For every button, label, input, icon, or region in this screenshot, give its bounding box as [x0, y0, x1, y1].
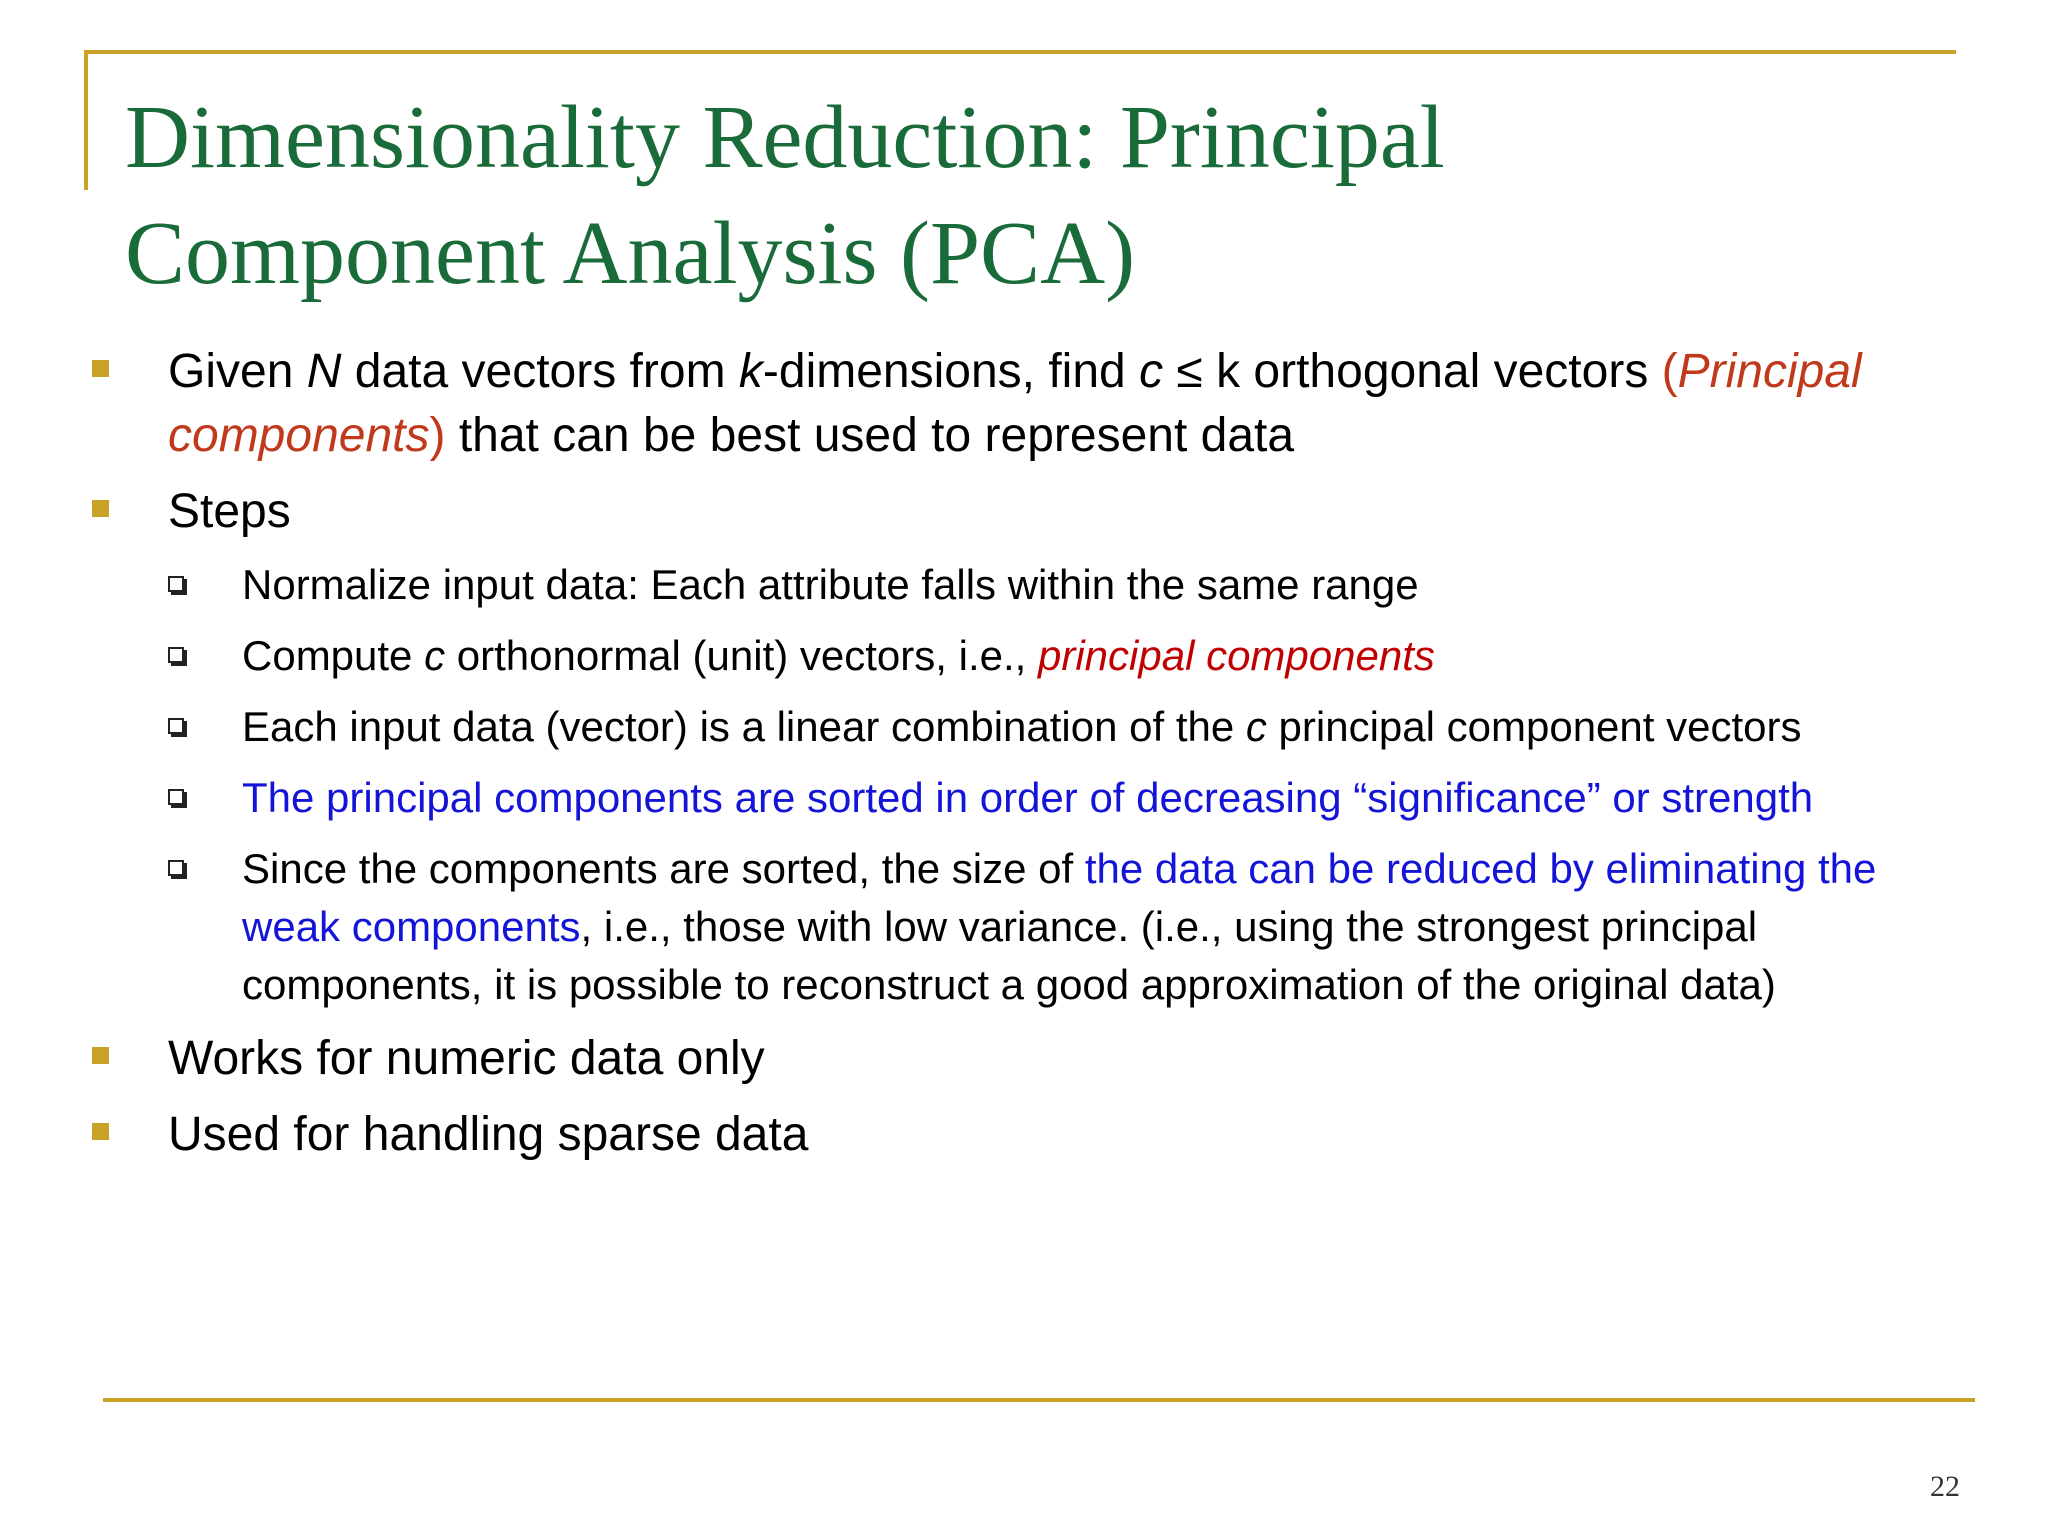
text-span: Given	[168, 345, 307, 398]
step-reduce-size	[0, 840, 1962, 1014]
square-bullet-icon	[92, 360, 109, 377]
text-span: Compute	[242, 632, 425, 679]
principal-components-highlight: principal components	[1037, 632, 1435, 679]
text-span: , i.e., those with low variance. (i.e., using the strongest principal components, it is possible to reconstruct a good approximation of the original data)	[242, 903, 1776, 1008]
slide-title: Dimensionality Reduction: Principal Component Analysis (PCA)	[125, 88, 1445, 303]
step-normalize	[0, 556, 1962, 614]
slide-content	[0, 340, 2048, 1179]
text-span: Used for handling sparse data	[168, 1108, 809, 1161]
hollow-square-bullet-icon	[168, 647, 184, 663]
text-span: -dimensions, find	[762, 345, 1140, 398]
text-span: data vectors from	[341, 345, 739, 398]
square-bullet-icon	[92, 1047, 109, 1064]
bullet-given-n-vectors	[0, 340, 1928, 468]
bullet-steps	[0, 480, 1928, 544]
text-span: the data can be reduced by eliminating the weak components	[242, 845, 1877, 950]
text-span: Steps	[168, 485, 291, 538]
text-span: that can be best used to represent data	[445, 409, 1295, 462]
text-span: Each input data (vector) is a linear combination of the	[242, 703, 1246, 750]
square-bullet-icon	[92, 500, 109, 517]
text-span: (	[1661, 345, 1678, 398]
text-span: c	[424, 632, 446, 679]
text-span: The principal components are sorted in order of decreasing “significance” or strength	[242, 774, 1814, 821]
text-span: c	[1245, 703, 1267, 750]
square-bullet-icon	[92, 1123, 109, 1140]
text-span: c	[1139, 345, 1164, 398]
text-span: )	[429, 409, 446, 462]
text-span: Normalize input data: Each attribute falls within the same range	[242, 561, 1419, 608]
hollow-square-bullet-icon	[168, 789, 184, 805]
text-span: orthonormal (unit) vectors, i.e.,	[445, 632, 1038, 679]
step-compute-vectors	[0, 627, 1962, 685]
text-span: k	[738, 345, 763, 398]
page-number: 22	[1930, 1470, 1960, 1503]
text-span: principal component vectors	[1266, 703, 1802, 750]
text-span: Since the components are sorted, the size of	[242, 845, 1085, 892]
text-span: N	[306, 345, 342, 398]
bullet-numeric-data	[0, 1027, 1928, 1091]
hollow-square-bullet-icon	[168, 860, 184, 876]
step-sorted	[0, 769, 1962, 827]
bullet-sparse-data	[0, 1103, 1928, 1167]
top-rule	[84, 50, 1956, 54]
principal-components-highlight: Principal components	[168, 345, 1862, 462]
text-span: ≤ k orthogonal vectors	[1163, 345, 1662, 398]
text-span: Works for numeric data only	[168, 1032, 765, 1085]
hollow-square-bullet-icon	[168, 576, 184, 592]
left-rule	[84, 50, 88, 190]
hollow-square-bullet-icon	[168, 718, 184, 734]
bottom-rule	[103, 1398, 1975, 1402]
step-linear-combination	[0, 698, 1962, 756]
